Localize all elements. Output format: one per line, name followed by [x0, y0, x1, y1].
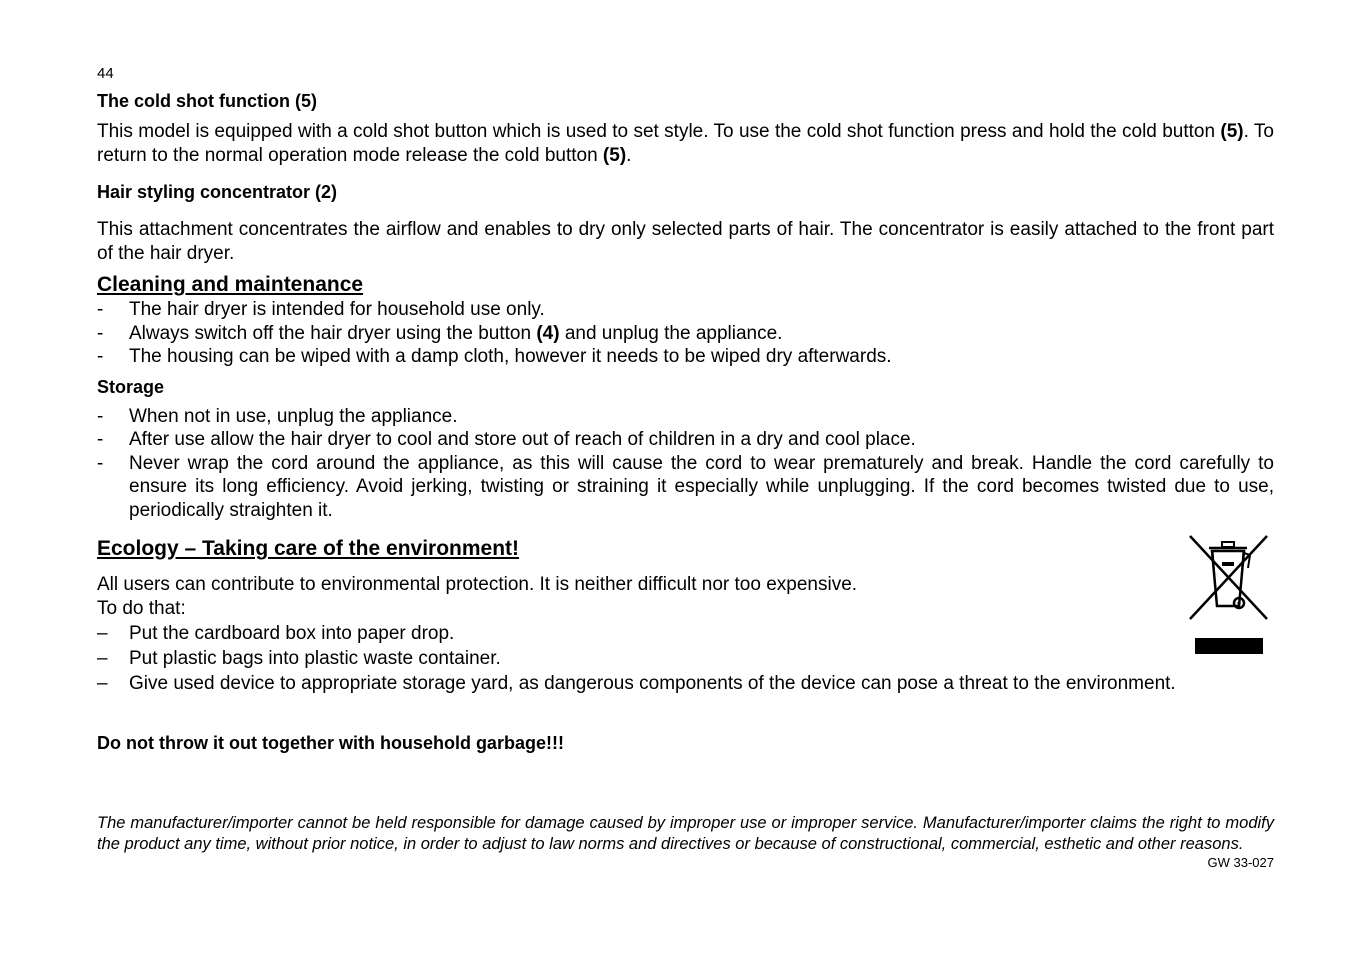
concentrator-heading: Hair styling concentrator (2): [97, 182, 338, 202]
cleaning-list-item: [97, 345, 1274, 369]
cleaning-list: [97, 298, 1274, 369]
cold-button-ref-1: (5): [1220, 121, 1244, 142]
model-code: GW 33-027: [1207, 855, 1274, 870]
ecology-item-text: Give used device to appropriate storage yard, as dangerous components of the device can pose a threat to the environment.: [129, 673, 1176, 694]
list-bullet: -: [97, 452, 104, 474]
storage-heading: Storage: [97, 376, 165, 397]
cleaning-item-text: and unplug the appliance.: [559, 322, 783, 344]
crossed-out-wheelie-bin-icon: [1187, 533, 1271, 657]
ecology-list: [97, 621, 1274, 696]
list-bullet: –: [97, 623, 108, 644]
cleaning-list-item: [97, 298, 1274, 322]
cold-shot-paragraph: [97, 120, 1274, 167]
ecology-to-do: To do that:: [97, 597, 186, 619]
list-bullet: -: [97, 405, 104, 427]
ecology-heading: Ecology – Taking care of the environment!: [97, 537, 520, 560]
storage-list-item: [97, 428, 1274, 452]
ecology-item-text: Put the cardboard box into paper drop.: [129, 623, 455, 644]
concentrator-paragraph: This attachment concentrates the airflow and enables to dry only selected parts of hair. The concentrator is easily attached to the front part of the hair dryer.: [97, 219, 1274, 264]
power-button-ref: (4): [536, 322, 560, 344]
storage-list: [97, 405, 1274, 523]
list-bullet: -: [97, 299, 104, 320]
garbage-warning: Do not throw it out together with household garbage!!!: [97, 733, 564, 753]
cold-shot-heading: The cold shot function (5): [97, 91, 317, 111]
cleaning-item-text: Always switch off the hair dryer using the button: [129, 322, 537, 344]
storage-item-text: Never wrap the cord around the appliance, as this will cause the cord to wear prematurely and break. Handle the cord carefully to ensure its long efficiency. Avoid jerking, twisting or straining it especially while unplugging. If the cord becomes twisted due to use, periodically straighten it.: [129, 452, 1274, 521]
cleaning-item-text: The housing can be wiped with a damp cloth, however it needs to be wiped dry afterwards.: [129, 346, 892, 367]
ecology-intro: All users can contribute to environmental protection. It is neither difficult nor too expensive.: [97, 574, 858, 595]
list-bullet: -: [97, 429, 104, 450]
cleaning-item-text: The hair dryer is intended for household use only.: [129, 299, 545, 320]
ecology-list-item: [97, 646, 1274, 671]
ecology-item-text: Put plastic bags into plastic waste container.: [129, 648, 501, 669]
cold-shot-text-3: .: [626, 144, 632, 166]
cold-shot-text-2: . To return to the normal operation mode release the cold button: [97, 121, 1274, 166]
cold-shot-text-1: This model is equipped with a cold shot button which is used to set style. To use the cold shot function press and hold the cold button: [97, 121, 1221, 142]
disclaimer: The manufacturer/importer cannot be held responsible for damage caused by improper use or improper service. Manufacturer/importer claims the right to modify the product any time, without prior notice, in order to adjust to law norms and directives or because of constructional, commercial, esthetic and other reasons.: [97, 814, 1274, 853]
ecology-list-item: [97, 671, 1274, 696]
list-bullet: –: [97, 648, 108, 669]
ecology-list-item: [97, 621, 1274, 646]
manual-page: [97, 64, 1274, 870]
list-bullet: -: [97, 346, 104, 367]
page-number: 44: [97, 65, 114, 82]
storage-list-item: [97, 452, 1274, 523]
cleaning-list-item: [97, 322, 1274, 346]
storage-item-text: After use allow the hair dryer to cool and store out of reach of children in a dry and cool place.: [129, 429, 916, 450]
list-bullet: –: [97, 673, 108, 694]
cleaning-heading: Cleaning and maintenance: [97, 273, 364, 296]
storage-list-item: [97, 405, 1274, 429]
list-bullet: -: [97, 322, 104, 344]
cold-button-ref-2: (5): [602, 144, 627, 166]
storage-item-text: When not in use, unplug the appliance.: [129, 405, 458, 427]
